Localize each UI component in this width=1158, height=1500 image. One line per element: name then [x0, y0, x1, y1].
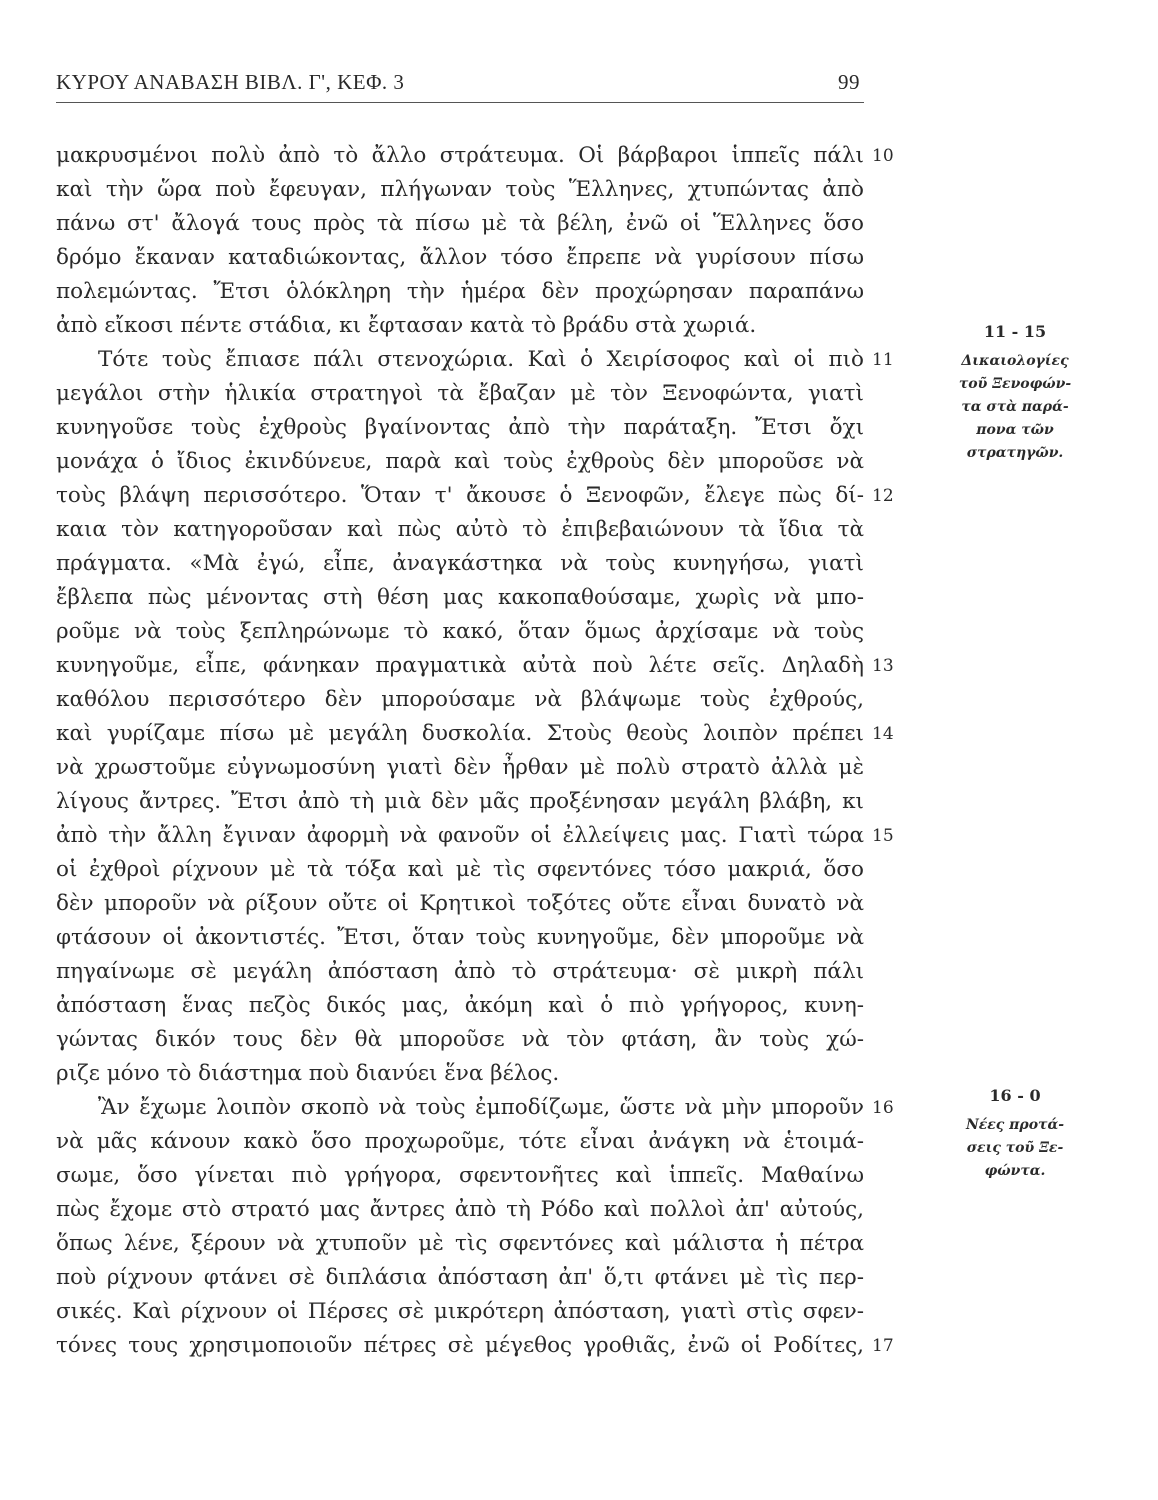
text-line: σωμε, ὅσο γίνεται πιὸ γρήγορα, σφεντονῆτες καὶ ἱππεῖς. Μαθαίνω	[56, 1163, 864, 1188]
text-line: μονάχα ὁ ἴδιος ἐκινδύνευε, παρὰ καὶ τοὺς ἐχθροὺς δὲν μποροῦσε νὰ	[56, 449, 864, 474]
note-line: σεις τοῦ Ξε-	[966, 1140, 1064, 1156]
text-line: ροῦμε νὰ τοὺς ξεπληρώνωμε τὸ κακό, ὅταν ὅμως ἀρχίσαμε νὰ τοὺς	[56, 619, 864, 644]
text-line: καθόλου περισσότερο δὲν μπορούσαμε νὰ βλάψωμε τοὺς ἐχθρούς,	[56, 687, 864, 712]
header-title: ΚΥΡΟΥ ΑΝΑΒΑΣΗ ΒΙΒΛ. Γ', ΚΕΦ. 3	[56, 70, 405, 94]
page-number: 99	[838, 70, 860, 94]
text-line: τόνες τους χρησιμοποιοῦν πέτρες σὲ μέγεθος γροθιᾶς, ἐνῶ οἱ Ροδίτες,	[56, 1333, 864, 1358]
text-line: ριζε μόνο τὸ διάστημα ποὺ διανύει ἕνα βέλος.	[56, 1061, 560, 1086]
running-header	[56, 70, 860, 100]
note-line: φώντα.	[984, 1163, 1046, 1179]
header-rule	[56, 102, 864, 103]
section-number: 12	[872, 486, 894, 506]
note-line: τα στὰ παρά-	[961, 399, 1069, 415]
section-number: 16	[872, 1098, 894, 1118]
text-line: καὶ τὴν ὥρα ποὺ ἔφευγαν, πλήγωναν τοὺς Ἕλληνες, χτυπώντας ἀπὸ	[56, 177, 864, 202]
section-number: 15	[872, 826, 894, 846]
text-line: Ἂν ἔχωμε λοιπὸν σκοπὸ νὰ τοὺς ἐμποδίζωμε, ὥστε νὰ μὴν μποροῦν	[98, 1095, 864, 1120]
note-line: στρατηγῶν.	[966, 445, 1064, 461]
note-range: 16 - 0	[989, 1086, 1041, 1105]
text-line: γώντας δικόν τους δὲν θὰ μποροῦσε νὰ τὸν φτάση, ἂν τοὺς χώ-	[56, 1027, 864, 1052]
text-line: κυνηγοῦμε, εἶπε, φάνηκαν πραγματικὰ αὐτὰ ποὺ λέτε σεῖς. Δηλαδὴ	[56, 653, 864, 678]
text-line: κυνηγοῦσε τοὺς ἐχθροὺς βγαίνοντας ἀπὸ τὴν παράταξη. Ἔτσι ὄχι	[56, 415, 864, 440]
text-line: καια τὸν κατηγοροῦσαν καὶ πὼς αὐτὸ τὸ ἐπιβεβαιώνουν τὰ ἴδια τὰ	[56, 517, 864, 542]
text-line: πολεμώντας. Ἔτσι ὁλόκληρη τὴν ἡμέρα δὲν προχώρησαν παραπάνω	[56, 279, 864, 304]
text-line: πράγματα. «Μὰ ἐγώ, εἶπε, ἀναγκάστηκα νὰ τοὺς κυνηγήσω, γιατὶ	[56, 551, 864, 576]
text-line: νὰ μᾶς κάνουν κακὸ ὅσο προχωροῦμε, τότε εἶναι ἀνάγκη νὰ ἑτοιμά-	[56, 1129, 864, 1154]
text-line: ἀπὸ εἴκοσι πέντε στάδια, κι ἔφτασαν κατὰ τὸ βράδυ στὰ χωριά.	[56, 313, 757, 338]
text-line: ἀπόσταση ἕνας πεζὸς δικός μας, ἀκόμη καὶ ὁ πιὸ γρήγορος, κυνη-	[56, 993, 864, 1018]
note-range: 11 - 15	[983, 322, 1047, 341]
section-number: 10	[872, 146, 894, 166]
note-line: τοῦ Ξενοφών-	[958, 376, 1072, 392]
section-number: 14	[872, 724, 894, 744]
note-line: πονα τῶν	[976, 422, 1054, 438]
section-number: 13	[872, 656, 894, 676]
text-line: οἱ ἐχθροὶ ρίχνουν μὲ τὰ τόξα καὶ μὲ τὶς σφεντόνες τόσο μακριά, ὅσο	[56, 857, 864, 882]
text-line: καὶ γυρίζαμε πίσω μὲ μεγάλη δυσκολία. Στοὺς θεοὺς λοιπὸν πρέπει	[56, 721, 864, 746]
text-line: πηγαίνωμε σὲ μεγάλη ἀπόσταση ἀπὸ τὸ στράτευμα· σὲ μικρὴ πάλι	[56, 959, 864, 984]
section-number: 17	[872, 1336, 894, 1356]
text-line: ἀπὸ τὴν ἄλλη ἔγιναν ἀφορμὴ νὰ φανοῦν οἱ ἐλλείψεις μας. Γιατὶ τώρα	[56, 823, 864, 848]
text-line: νὰ χρωστοῦμε εὐγνωμοσύνη γιατὶ δὲν ἦρθαν μὲ πολὺ στρατὸ ἀλλὰ μὲ	[56, 755, 864, 780]
text-line: σικές. Καὶ ρίχνουν οἱ Πέρσες σὲ μικρότερη ἀπόσταση, γιατὶ στὶς σφεν-	[56, 1299, 864, 1324]
section-number: 11	[872, 350, 894, 370]
note-text	[930, 1114, 1100, 1183]
text-line: μεγάλοι στὴν ἡλικία στρατηγοὶ τὰ ἔβαζαν μὲ τὸν Ξενοφώντα, γιατὶ	[56, 381, 864, 406]
text-line: δὲν μποροῦν νὰ ρίξουν οὔτε οἱ Κρητικοὶ τοξότες οὔτε εἶναι δυνατὸ νὰ	[56, 891, 864, 916]
text-line: μακρυσμένοι πολὺ ἀπὸ τὸ ἄλλο στράτευμα. Οἱ βάρβαροι ἱππεῖς πάλι	[56, 143, 864, 168]
text-line: τοὺς βλάψη περισσότερο. Ὅταν τ' ἄκουσε ὁ Ξενοφῶν, ἔλεγε πὼς δί-	[56, 483, 864, 508]
note-line: Νέες προτά-	[965, 1117, 1065, 1133]
text-line: ποὺ ρίχνουν φτάνει σὲ διπλάσια ἀπόσταση ἀπ' ὅ,τι φτάνει μὲ τὶς περ-	[56, 1265, 864, 1290]
text-line: ἔβλεπα πὼς μένοντας στὴ θέση μας κακοπαθούσαμε, χωρὶς νὰ μπο-	[56, 585, 864, 610]
text-line: ὅπως λένε, ξέρουν νὰ χτυποῦν μὲ τὶς σφεντόνες καὶ μάλιστα ἡ πέτρα	[56, 1231, 864, 1256]
text-line: δρόμο ἔκαναν καταδιώκοντας, ἄλλον τόσο ἔπρεπε νὰ γυρίσουν πίσω	[56, 245, 864, 270]
text-line: πὼς ἔχομε στὸ στρατό μας ἄντρες ἀπὸ τὴ Ρόδο καὶ πολλοὶ ἀπ' αὐτούς,	[56, 1197, 864, 1222]
note-line: Δικαιολογίες	[961, 353, 1069, 369]
text-line: φτάσουν οἱ ἀκοντιστές. Ἔτσι, ὅταν τοὺς κυνηγοῦμε, δὲν μποροῦμε νὰ	[56, 925, 864, 950]
text-line: λίγους ἄντρες. Ἔτσι ἀπὸ τὴ μιὰ δὲν μᾶς προξένησαν μεγάλη βλάβη, κι	[56, 789, 864, 814]
text-line: πάνω στ' ἄλογά τους πρὸς τὰ πίσω μὲ τὰ βέλη, ἐνῶ οἱ Ἕλληνες ὅσο	[56, 211, 864, 236]
text-line: Τότε τοὺς ἔπιασε πάλι στενοχώρια. Καὶ ὁ Χειρίσοφος καὶ οἱ πιὸ	[98, 347, 864, 372]
note-text	[930, 350, 1100, 465]
